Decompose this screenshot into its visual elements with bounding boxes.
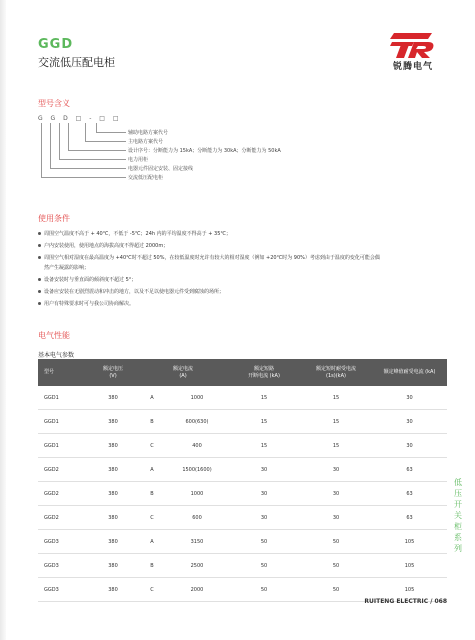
bracket-line-5h bbox=[85, 141, 126, 142]
table-cell: GGD2 bbox=[38, 458, 88, 482]
table-cell: 1000 bbox=[166, 386, 228, 410]
table-cell: 380 bbox=[88, 554, 138, 578]
bullet-icon bbox=[38, 278, 41, 281]
bracket-line-1h bbox=[41, 177, 126, 178]
bracket-line-1 bbox=[41, 123, 42, 178]
col-header-short-time bbox=[300, 359, 372, 386]
series-label-char: 开 bbox=[454, 500, 462, 509]
model-meaning-item: 主电路方案代号 bbox=[128, 139, 164, 145]
series-label-char: 关 bbox=[454, 511, 462, 520]
bullet-icon bbox=[38, 232, 41, 235]
bracket-line-4h bbox=[68, 150, 126, 151]
table-cell: 15 bbox=[300, 434, 372, 458]
table-cell: B bbox=[138, 482, 166, 506]
series-label-char: 压 bbox=[454, 489, 462, 498]
table-cell: GGD1 bbox=[38, 434, 88, 458]
table-cell: 380 bbox=[88, 434, 138, 458]
table-cell: 2500 bbox=[166, 554, 228, 578]
table-cell: 2000 bbox=[166, 578, 228, 602]
table-row bbox=[38, 434, 447, 458]
condition-item bbox=[38, 300, 134, 307]
bracket-line-3h bbox=[59, 159, 126, 160]
table-cell: 380 bbox=[88, 410, 138, 434]
series-label-char: 系 bbox=[454, 533, 462, 542]
table-cell: 400 bbox=[166, 434, 228, 458]
section-heading-usage-conditions: 使用条件 bbox=[38, 214, 70, 223]
condition-text: 周围空气温度不高于 + 40℃，不低于 -5℃；24h 内的平均温度不得高于 + 35℃； bbox=[44, 231, 232, 237]
table-cell: A bbox=[138, 458, 166, 482]
condition-item bbox=[38, 254, 380, 261]
table-cell: 50 bbox=[228, 554, 300, 578]
table-cell: 600 bbox=[166, 506, 228, 530]
bracket-line-4 bbox=[68, 123, 69, 151]
page-title: 交流低压配电柜 bbox=[38, 56, 115, 69]
table-cell: 380 bbox=[88, 578, 138, 602]
col-header-voltage bbox=[88, 359, 138, 386]
brand-logo bbox=[378, 31, 448, 73]
table-cell: B bbox=[138, 410, 166, 434]
table-cell: 30 bbox=[228, 458, 300, 482]
ruiteng-logo-icon bbox=[388, 31, 436, 59]
table-cell: C bbox=[138, 434, 166, 458]
table-cell: 50 bbox=[300, 554, 372, 578]
table-cell: 1000 bbox=[166, 482, 228, 506]
condition-continued: 然产生凝露的影响； bbox=[44, 265, 90, 271]
condition-item bbox=[38, 288, 224, 295]
bracket-line-5 bbox=[85, 123, 86, 142]
table-row bbox=[38, 410, 447, 434]
model-meaning-item: 电器元件固定安装、固定接线 bbox=[128, 166, 194, 172]
page-footer: RUITENG ELECTRIC / 068 bbox=[364, 598, 447, 605]
table-cell: A bbox=[138, 386, 166, 410]
table-cell: GGD2 bbox=[38, 506, 88, 530]
col-header-breaking-text: 额定短路 开断电流 (kA) bbox=[248, 365, 280, 379]
table-row bbox=[38, 458, 447, 482]
table-header-row bbox=[38, 359, 447, 386]
electrical-params-table bbox=[38, 359, 447, 602]
col-header-voltage-text: 额定电压 (V) bbox=[102, 365, 123, 379]
table-cell: 15 bbox=[228, 434, 300, 458]
col-header-breaking bbox=[228, 359, 300, 386]
bracket-line-6h bbox=[96, 132, 126, 133]
model-meaning-item: 电力用柜 bbox=[128, 157, 149, 163]
table-cell: 50 bbox=[300, 578, 372, 602]
table-cell: 380 bbox=[88, 506, 138, 530]
table-body bbox=[38, 386, 447, 602]
condition-text: 设备应安装在无剧烈震动和冲击的地方，以及不足以使电器元件受到腐蚀的场所； bbox=[44, 289, 225, 295]
condition-text: 设备安装时与垂直面的倾斜度不超过 5°； bbox=[44, 277, 137, 283]
col-header-model: 型号 bbox=[38, 359, 88, 386]
table-cell: GGD3 bbox=[38, 554, 88, 578]
table-cell: GGD3 bbox=[38, 578, 88, 602]
series-label-char: 低 bbox=[454, 478, 462, 487]
bullet-icon bbox=[38, 302, 41, 305]
model-meaning-item: 设计序号：分断能力为 15kA；分断能力为 30kA；分断能力为 50kA bbox=[128, 148, 281, 154]
table-cell: 380 bbox=[88, 482, 138, 506]
bullet-icon bbox=[38, 290, 41, 293]
condition-item bbox=[38, 230, 231, 237]
series-label-char: 列 bbox=[454, 544, 462, 553]
table-cell: 380 bbox=[88, 458, 138, 482]
table-cell: 30 bbox=[300, 458, 372, 482]
table-cell: 15 bbox=[228, 410, 300, 434]
col-header-short-time-text: 额定短时耐受电流 (1s)(kA) bbox=[315, 365, 356, 379]
model-meaning-item: 辅助电路方案代号 bbox=[128, 130, 169, 136]
table-cell: 15 bbox=[300, 410, 372, 434]
table-cell: A bbox=[138, 530, 166, 554]
table-row bbox=[38, 386, 447, 410]
table-cell: 63 bbox=[372, 458, 447, 482]
table-cell: 600(630) bbox=[166, 410, 228, 434]
table-cell: 1500(1600) bbox=[166, 458, 228, 482]
bracket-line-2h bbox=[50, 168, 126, 169]
condition-text: 户内安装使用，使用地点的海拔高度不得超过 2000m； bbox=[44, 243, 169, 249]
col-header-current-text: 额定电流 (A) bbox=[172, 365, 193, 379]
section-heading-model-meaning: 型号含义 bbox=[38, 99, 70, 108]
series-label-char: 柜 bbox=[454, 522, 462, 531]
table-cell: 15 bbox=[300, 386, 372, 410]
table-cell: 30 bbox=[228, 506, 300, 530]
table-cell: 30 bbox=[300, 482, 372, 506]
table-cell: C bbox=[138, 578, 166, 602]
table-cell: B bbox=[138, 554, 166, 578]
table-cell: 105 bbox=[372, 554, 447, 578]
table-cell: 50 bbox=[228, 578, 300, 602]
model-code: GGD bbox=[38, 37, 74, 52]
table-cell: 30 bbox=[228, 482, 300, 506]
table-cell: 30 bbox=[372, 386, 447, 410]
table-row bbox=[38, 482, 447, 506]
bracket-line-3 bbox=[59, 123, 60, 160]
table-cell: 30 bbox=[300, 506, 372, 530]
table-cell: 380 bbox=[88, 386, 138, 410]
table-cell: 105 bbox=[372, 578, 447, 602]
table-cell: 63 bbox=[372, 506, 447, 530]
condition-item bbox=[38, 276, 136, 283]
table-cell: 50 bbox=[300, 530, 372, 554]
col-header-peak: 额定峰值耐受电流 (kA) bbox=[372, 359, 447, 386]
section-heading-electrical: 电气性能 bbox=[38, 331, 70, 340]
model-meaning-item: 交流低压配电柜 bbox=[128, 175, 164, 181]
table-cell: 63 bbox=[372, 482, 447, 506]
table-row bbox=[38, 530, 447, 554]
condition-text: 周围空气相对湿度在最高温度为 +40℃时不超过 50%，在较低温度时允许有较大的相对湿度（例如 +20℃时为 90%）考虑到由于温度的变化可能会偶 bbox=[44, 255, 380, 261]
table-cell: 30 bbox=[372, 410, 447, 434]
brand-name: 锐腾电气 bbox=[392, 62, 433, 72]
bracket-line-2 bbox=[50, 123, 51, 169]
table-cell: GGD1 bbox=[38, 386, 88, 410]
table-row bbox=[38, 506, 447, 530]
table-caption: 基本电气参数 bbox=[38, 352, 75, 359]
table-row bbox=[38, 554, 447, 578]
table-cell: 15 bbox=[228, 386, 300, 410]
page-edge-shadow bbox=[0, 0, 6, 640]
table-cell: 105 bbox=[372, 530, 447, 554]
model-letters: G G D □ - □ □ bbox=[38, 115, 122, 122]
condition-item bbox=[38, 242, 168, 249]
col-header-current bbox=[138, 359, 228, 386]
table-cell: GGD3 bbox=[38, 530, 88, 554]
series-side-label bbox=[452, 477, 464, 554]
condition-text: 用户有特殊要求时可与我公司协商解决。 bbox=[44, 301, 135, 307]
table-cell: C bbox=[138, 506, 166, 530]
table-cell: 380 bbox=[88, 530, 138, 554]
bullet-icon bbox=[38, 244, 41, 247]
table-cell: 30 bbox=[372, 434, 447, 458]
table-cell: 50 bbox=[228, 530, 300, 554]
table-cell: GGD1 bbox=[38, 410, 88, 434]
bullet-icon bbox=[38, 256, 41, 259]
table-cell: 3150 bbox=[166, 530, 228, 554]
table-cell: GGD2 bbox=[38, 482, 88, 506]
